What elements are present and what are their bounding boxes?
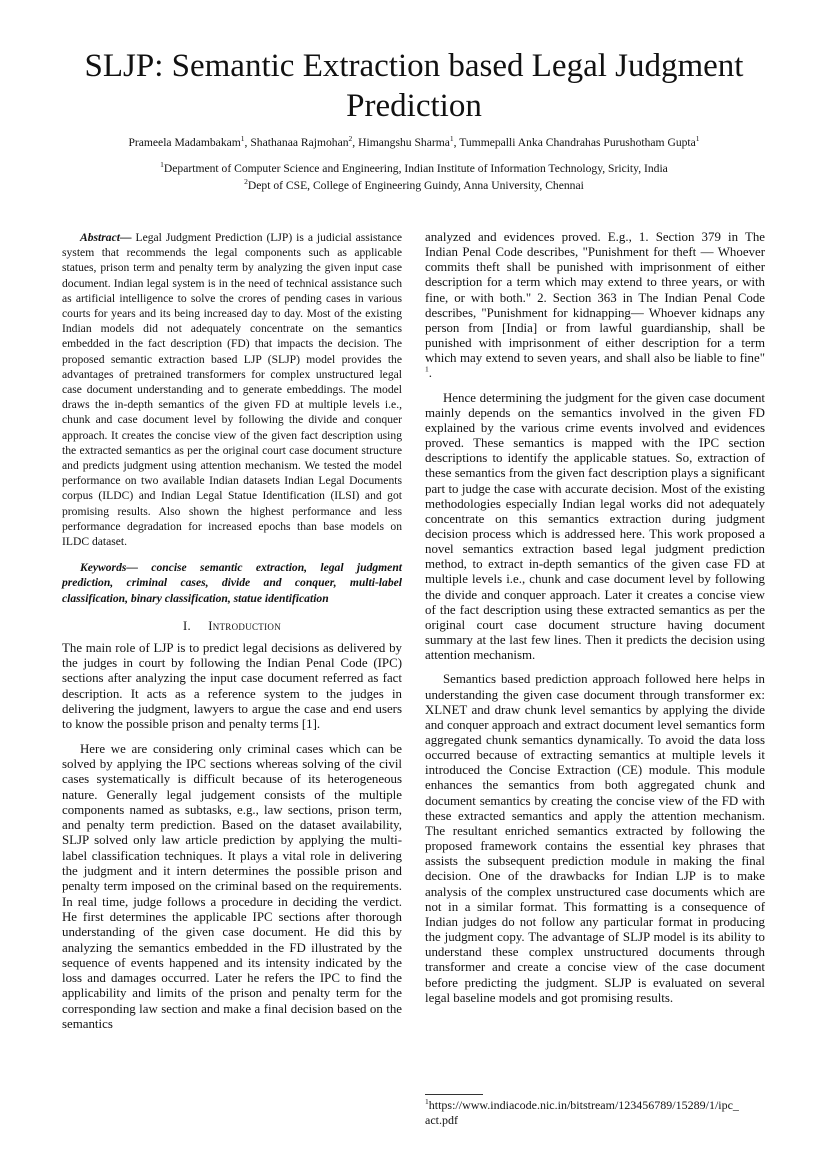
body-paragraph: The main role of LJP is to predict legal decisions as delivered by the judges in court by following the Indian Penal Code (IPC) sections after analyzing the input case document referred as fact description. It acts as a reference system to the judges in delivering the judgment, lawyers to argue the case and end users to know the possible prison and penalty terms [1]. [62, 640, 402, 732]
abstract-text: Legal Judgment Prediction (LJP) is a judicial assistance system that recommends the legal components such as applicable statues, prison term and penalty term by analyzing the given input case document. Indian legal system is in the need of technical assistance such as artificial intelligence to solve the crores of pending cases in various courts for years and its being increased day to day. Most of the existing Indian models did not adequately concentrate on the semantics embedded in the fact description (FD) that impacts the decision. The proposed semantic extraction based LJP (SLJP) model provides the advantages of pretrained transformers for complex unstructured legal case document understanding and to generate embeddings. The model draws the in-depth semantics of the given FD at multiple levels i.e., chunk and case document level by following the divide and conquer approach. It creates the concise view of the given fact description using the extracted semantics as per the original court case document structure and predicts judgment using attention mechanism. We tested the model performance on two available Indian datasets Indian Legal Documents corpus (ILDC) and Indian Legal Statue Identification (ILSI) and got promising results. Also shown the highest performance and less performance degradation for increased epochs than base models on ILDC dataset. [62, 231, 402, 549]
keywords: Keywords— concise semantic extraction, legal judgment prediction, criminal cases, divide and conquer, multi-label classification, binary classification, statue identification [62, 561, 402, 605]
right-column [425, 230, 765, 1006]
affiliation-1 [40, 162, 788, 175]
author-name: , Shathanaa Rajmohan [244, 136, 349, 149]
section-title: Introduction [208, 618, 281, 633]
footnote-ref: 1 [425, 365, 429, 375]
paragraph-text: analyzed and evidences proved. E.g., 1. Section 379 in The Indian Penal Code describes, "Punishment for theft — Whoever commits theft shall be punished with imprisonment of either description for a term which may extend to three years, or with fine, or with both." 2. Section 363 in The Indian Penal Code describes, "Punishment for kidnapping— Whoever kidnaps any person from [India] or from lawful guardianship, shall be punished with imprisonment of either description for a term which may extend to seven years, and shall also be liable to fine" [425, 230, 765, 366]
body-paragraph: Here we are considering only criminal cases which can be solved by applying the IPC sections whereas solving of the civil cases systematically is difficult because of its heterogeneous nature. Generally legal judgement consists of the multiple components named as subtasks, e.g., law sections, prison term, and penalty term prediction. Based on the dataset availability, SLJP solved only law article prediction by applying the multi-label classification techniques. It plays a vital role in delivering the judgment and it intern determines the possible prison and penalty term imposed on the criminal based on the requirements. In real time, judge follows a procedure in deciding the verdict. He first determines the applicable IPC sections after thorough understanding of the given case document. He did this by analyzing the semantics embedded in the FD illustrated by the sequence of events happened and its intensity indicated by the loss and damages occurred. Later he refers the IPC to find the applicability and limits of the prison and penalty term for the corresponding law section and make a final decision based on the semantics [62, 741, 402, 1031]
abstract-label: Abstract— [80, 231, 132, 244]
section-heading [62, 619, 402, 634]
body-paragraph [425, 230, 765, 382]
affiliation-2 [40, 179, 788, 192]
affiliation-text: Dept of CSE, College of Engineering Guindy, Anna University, Chennai [247, 179, 584, 192]
affiliation-mark: 1 [160, 160, 164, 170]
author-name: , Himangshu Sharma [352, 136, 450, 149]
affiliation-mark: 2 [348, 134, 353, 144]
abstract [62, 230, 402, 549]
affiliation-mark: 2 [244, 177, 248, 187]
footnote [425, 1094, 765, 1128]
body-paragraph: Semantics based prediction approach followed here helps in understanding the given case document through transformer ex: XLNET and draw chunk level semantics by applying the divide and conquer approach and extract document level semantics form aggregated chunk semantics dynamically. To avoid the data loss occurred because of extracting semantics at multiple levels it introduced the Concise Extraction (CE) module. This module enhances the semantics from both aggregated chunk and document semantics by creating the concise view of the FD with these extracted semantics and apply the attention mechanism. The resultant enriched semantics extracted by following the proposed framework contains the essential key phrases that assists the subsequent prediction module in making the final decision. One of the drawbacks for Indian LJP is to make analysis of the complex unstructured case documents which are not in a similar format. This formatting is a consequence of Indian judges do not follow any particular format in producing the judgment copy. The advantage of SLJP model is its ability to understand these complex unstructured documents through transformer and create a concise view of the case document before predicting the judgment. SLJP is evaluated on several legal baseline models and got promising results. [425, 672, 765, 1005]
paragraph-end: . [428, 366, 432, 381]
author-name: , Tummepalli Anka Chandrahas Purushotham Gupta [453, 136, 696, 149]
paper-title: SLJP: Semantic Extraction based Legal Judgment Prediction [84, 48, 744, 124]
affiliation-text: Department of Computer Science and Engineering, Indian Institute of Information Technology, Sricity, India [163, 162, 668, 175]
author-name: Prameela Madambakam [128, 136, 241, 149]
footnote-link[interactable]: https://www.indiacode.nic.in/bitstream/123456789/15289/1/ipc_ act.pdf [425, 1098, 739, 1127]
footnote-mark: 1 [425, 1097, 429, 1106]
footnote-divider [425, 1094, 483, 1095]
body-paragraph: Hence determining the judgment for the given case document mainly depends on the semantics involved in the given FD explained by the various crime events involved and evidences proved. These semantics is mapped with the IPC section descriptions to identify the applicable statues. So, extraction of these semantics from the given fact description plays a significant part to judge the case with accurate decision. Most of the existing methodologies especially Indian legal works did not adequately concentrate on this semantics extraction during judgment decision process which is addressed here. This work proposed a novel semantics extraction based legal judgment prediction method, to extract in-depth semantics of the given case FD at multiple levels i.e., chunk and case document level by following the divide and conquer approach. Later it creates a concise view of the fact description using these extracted semantics as per the original court case document structure having document summary at the last few lines. Then it predicts the decision using attention mechanism. [425, 390, 765, 663]
affiliation-mark: 1 [240, 134, 245, 144]
left-column [62, 230, 402, 1032]
affiliation-mark: 1 [449, 134, 454, 144]
affiliation-mark: 1 [695, 134, 700, 144]
section-number: I. [183, 618, 191, 633]
author-list [40, 136, 788, 149]
